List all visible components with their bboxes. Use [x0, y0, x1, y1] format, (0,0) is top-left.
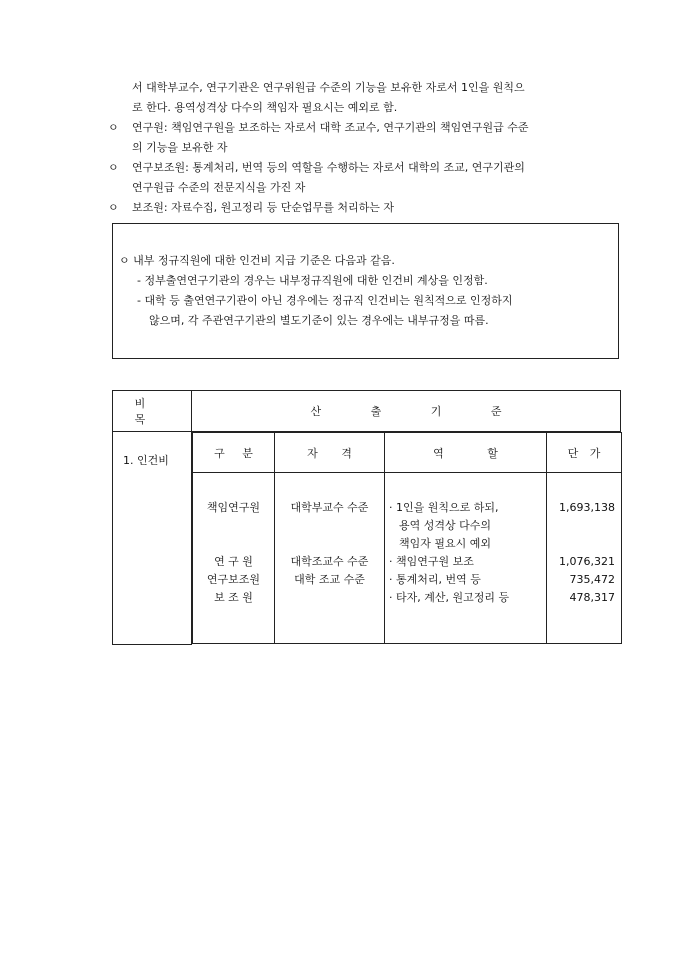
definition-text: 보조원: 자료수집, 원고정리 등 단순업무를 처리하는 자: [132, 201, 394, 214]
role-cell: 용역 성격상 다수의: [399, 519, 492, 532]
notice-box: [112, 223, 619, 359]
division-column: [193, 473, 275, 644]
category-label: 1. 인건비: [113, 432, 192, 645]
sub-header-qualification: 자 격: [275, 433, 385, 473]
price-cell: 1,076,321: [559, 555, 615, 568]
detail-body-row: [193, 473, 622, 644]
table-row: [113, 432, 621, 645]
intro-line: 서 대학부교수, 연구기관은 연구위원급 수준의 기능을 보유한 자로서 1인을 원칙으: [132, 81, 525, 94]
notice-heading: 내부 정규직원에 대한 인건비 지급 기준은 다음과 같음.: [133, 254, 395, 267]
header-calculation-basis: 산 출 기 준: [192, 391, 621, 432]
division-cell: 연구보조원: [206, 573, 261, 586]
definition-text: 연구보조원: 통계처리, 번역 등의 역할을 수행하는 자로서 대학의 조교, 연구기관의: [132, 161, 525, 174]
definition-list: [108, 118, 620, 218]
notice-item-text: 대학 등 출연연구기관이 아닌 경우에는 정규직 인건비는 원칙적으로 인정하지: [144, 294, 513, 307]
dash-marker: -: [137, 294, 141, 307]
qualification-column: [275, 473, 385, 644]
notice-heading-row: [119, 252, 612, 270]
role-cell: · 책임연구원 보조: [389, 555, 474, 568]
notice-item-continuation: 않으며, 각 주관연구기관의 별도기준이 있는 경우에는 내부규정을 따름.: [149, 314, 489, 327]
sub-header-division: 구 분: [193, 433, 275, 473]
intro-line: 로 한다. 용역성격상 다수의 책임자 필요시는 예외로 함.: [132, 101, 398, 114]
dash-marker: -: [137, 274, 141, 287]
qualification-cell: 대학 조교 수준: [294, 573, 365, 586]
bullet-marker: ㅇ: [119, 254, 130, 267]
role-cell: 책임자 필요시 예외: [399, 537, 492, 550]
role-cell: · 통계처리, 번역 등: [389, 573, 481, 586]
role-column: [385, 473, 547, 644]
table-header-row: [113, 391, 621, 432]
definition-item-research-assistant: [108, 158, 620, 198]
division-cell: 연 구 원: [214, 555, 253, 568]
sub-header-price: 단 가: [547, 433, 622, 473]
detail-header-row: [193, 433, 622, 473]
definition-item-assistant: [108, 198, 620, 218]
role-cell: · 타자, 계산, 원고정리 등: [389, 591, 510, 604]
bullet-marker: ㅇ: [108, 201, 119, 214]
definition-item-researcher: [108, 118, 620, 158]
bullet-marker: ㅇ: [108, 161, 119, 174]
header-expense-item: 비 목: [113, 391, 192, 432]
sub-header-role: 역 할: [385, 433, 547, 473]
bullet-marker: ㅇ: [108, 121, 119, 134]
detail-table: [192, 432, 622, 644]
cost-table: [112, 390, 621, 645]
price-column: [547, 473, 622, 644]
notice-item-text: 정부출연연구기관의 경우는 내부정규직원에 대한 인건비 계상을 인정함.: [144, 274, 488, 287]
role-cell: · 1인을 원칙으로 하되,: [389, 501, 499, 514]
notice-item: [119, 272, 612, 290]
detail-cell: [192, 432, 621, 645]
division-cell: 책임연구원: [206, 501, 261, 514]
intro-paragraph: [112, 78, 620, 118]
definition-text: 연구원: 책임연구원을 보조하는 자로서 대학 조교수, 연구기관의 책임연구원급 수준: [132, 121, 529, 134]
qualification-cell: 대학조교수 수준: [290, 555, 369, 568]
qualification-cell: 대학부교수 수준: [290, 501, 369, 514]
division-cell: 보 조 원: [214, 591, 253, 604]
price-cell: 735,472: [569, 573, 615, 586]
price-cell: 478,317: [569, 591, 615, 604]
notice-item: [119, 292, 612, 310]
price-cell: 1,693,138: [559, 501, 615, 514]
definition-text: 연구원급 수준의 전문지식을 가진 자: [132, 181, 306, 194]
definition-text: 의 기능을 보유한 자: [132, 141, 228, 154]
